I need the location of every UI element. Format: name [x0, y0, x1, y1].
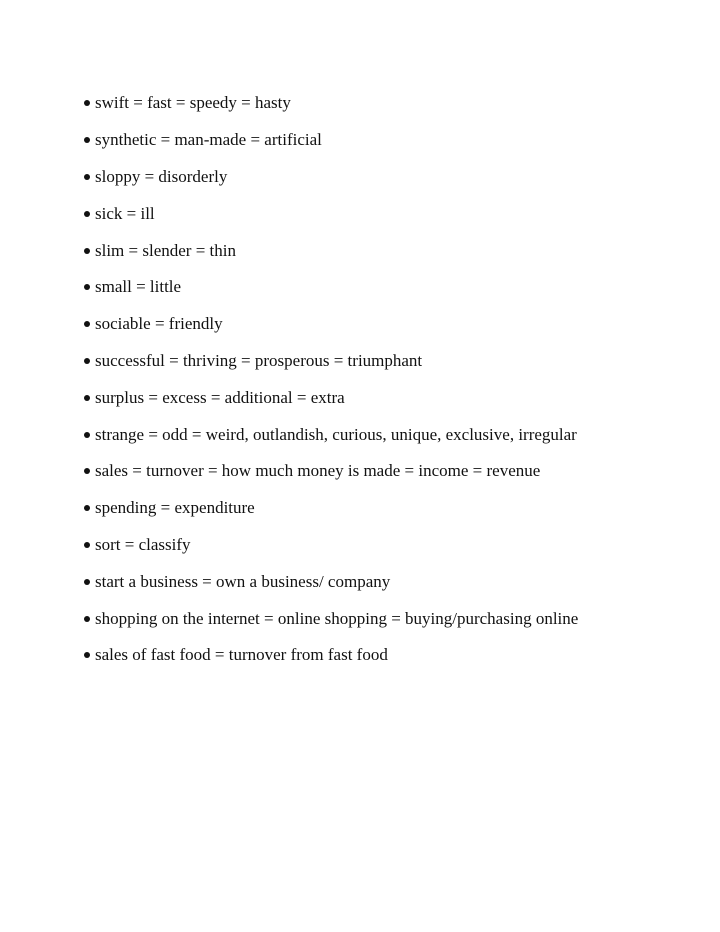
list-item-text: strange = odd = weird, outlandish, curious, unique, exclusive, irregular	[95, 424, 577, 444]
list-item-text: small = little	[95, 277, 182, 297]
list-item	[84, 563, 578, 600]
list-item	[84, 269, 578, 306]
list-item-text: sales of fast food = turnover from fast food	[95, 645, 388, 665]
bullet-icon	[84, 652, 90, 658]
bullet-icon	[84, 248, 90, 254]
list-item-text: start a business = own a business/ company	[95, 571, 391, 591]
list-item	[84, 600, 578, 637]
vocabulary-list	[84, 85, 578, 674]
list-item	[84, 306, 578, 343]
bullet-icon	[84, 137, 90, 143]
list-item	[84, 232, 578, 269]
list-item-text: successful = thriving = prosperous = triumphant	[95, 350, 423, 370]
list-item	[84, 343, 578, 380]
list-item-text: slim = slender = thin	[95, 240, 236, 260]
bullet-icon	[84, 395, 90, 401]
list-item	[84, 453, 578, 490]
list-item	[84, 195, 578, 232]
bullet-icon	[84, 174, 90, 180]
list-item	[84, 490, 578, 527]
list-item	[84, 416, 578, 453]
list-item	[84, 159, 578, 196]
list-item-text: synthetic = man-made = artificial	[95, 130, 322, 150]
list-item	[84, 122, 578, 159]
list-item-text: sales = turnover = how much money is made = income = revenue	[95, 461, 541, 481]
list-item-text: sick = ill	[95, 203, 155, 223]
bullet-icon	[84, 100, 90, 106]
list-item-text: sociable = friendly	[95, 314, 223, 334]
bullet-icon	[84, 321, 90, 327]
bullet-icon	[84, 468, 90, 474]
list-item	[84, 527, 578, 564]
list-item-text: swift = fast = speedy = hasty	[95, 93, 291, 113]
bullet-icon	[84, 432, 90, 438]
bullet-icon	[84, 579, 90, 585]
list-item	[84, 637, 578, 674]
bullet-icon	[84, 358, 90, 364]
list-item-text: shopping on the internet = online shopping = buying/purchasing online	[95, 608, 579, 628]
list-item-text: sort = classify	[95, 534, 191, 554]
bullet-icon	[84, 284, 90, 290]
list-item	[84, 379, 578, 416]
bullet-icon	[84, 505, 90, 511]
bullet-icon	[84, 211, 90, 217]
bullet-icon	[84, 542, 90, 548]
list-item-text: surplus = excess = additional = extra	[95, 387, 345, 407]
list-item-text: spending = expenditure	[95, 498, 255, 518]
list-item-text: sloppy = disorderly	[95, 166, 228, 186]
list-item	[84, 85, 578, 122]
bullet-icon	[84, 616, 90, 622]
